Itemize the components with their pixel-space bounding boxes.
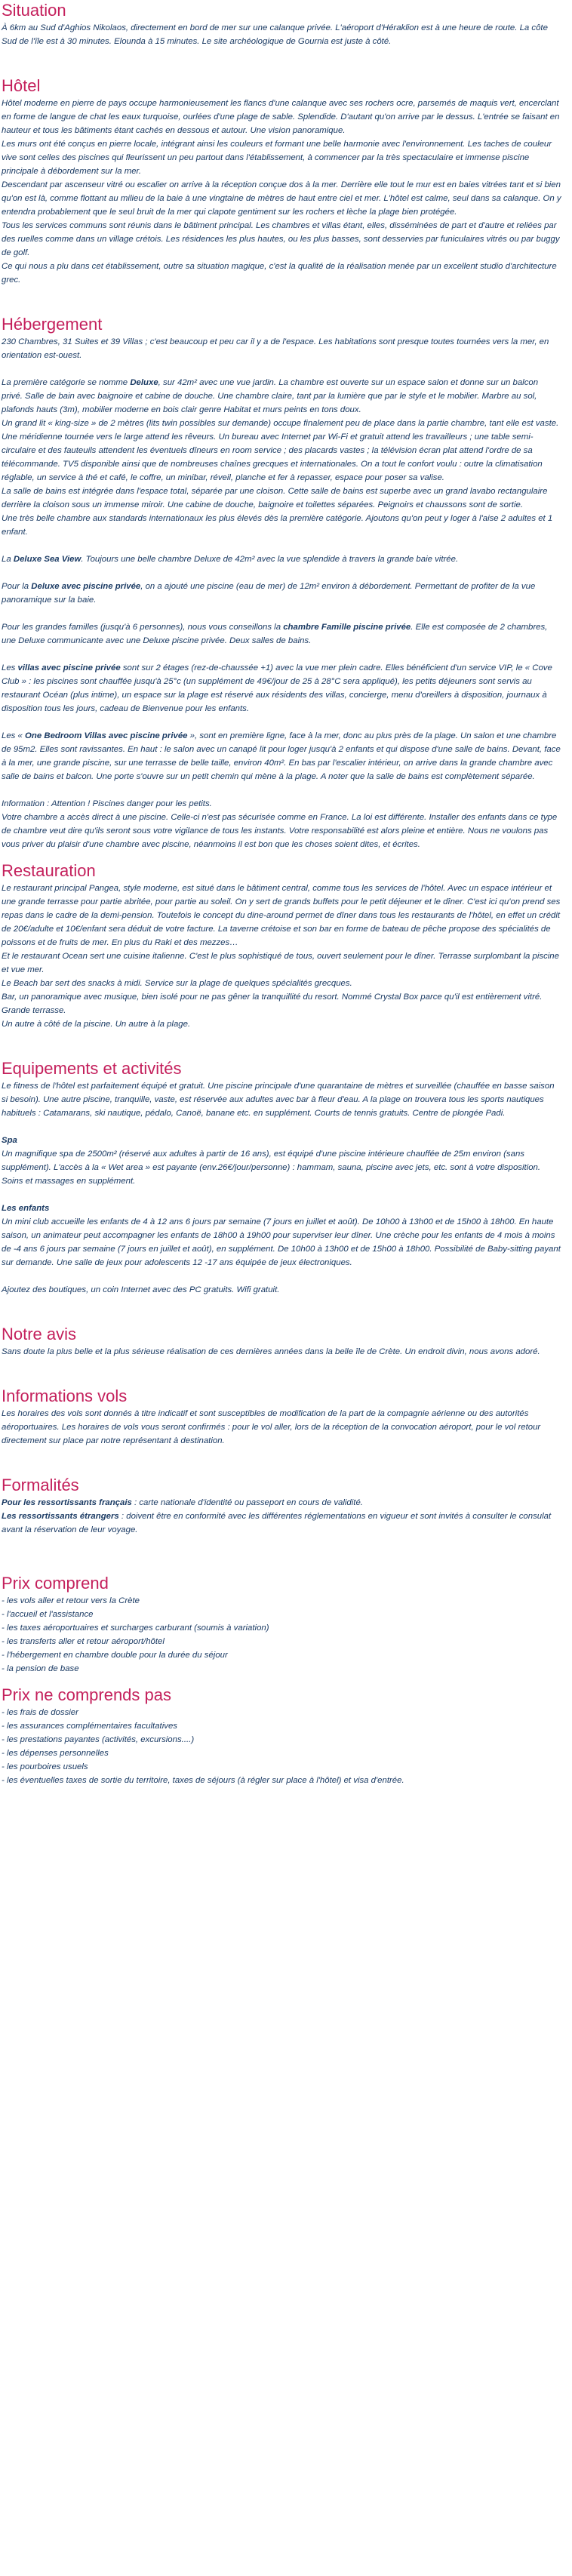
spa-text: Un magnifique spa de 2500m² (réservé aux adultes à partir de 16 ans), est équipé d'une piscine intérieure chauffée de 25m environ (sans supplément). L'accès à la « Wet area » est payante (env.26€/jour/personne) : hammam, sauna, piscine avec jets, etc. sont à votre disposition. Soins et massages en supplément. (2, 1150, 541, 1186)
formalites-line (2, 1496, 561, 1510)
section-title-equipements: Equipements et activités (2, 1059, 182, 1078)
list-item: - les frais de dossier (2, 1708, 78, 1717)
section-title-hebergement: Hébergement (2, 315, 103, 334)
one-bedroom-villa-name: One Bedroom Villas avec piscine privée (25, 731, 188, 740)
section-title-restauration: Restauration (2, 861, 96, 880)
one-bedroom-villa-description (2, 729, 561, 783)
family-room-text: . Elle est composée de 2 chambres, une Deluxe communicante avec une Deluxe piscine privée. Deux salles de bains. (2, 623, 548, 645)
villas-name: villas avec piscine privée (17, 663, 121, 672)
vols-text: Les horaires des vols sont donnés à titre indicatif et sont susceptibles de modification de la part de la compagnie aérienne ou des autorités aéroportuaires. Les horaires de vols vous seront confirmés : pour le vol aller, lors de la réception de la convocation aéroport, pour le vol retour directement sur place par notre représentant à destination. (2, 1409, 541, 1445)
list-item: - les taxes aéroportuaires et surcharges carburant (soumis à variation) (2, 1623, 269, 1633)
deluxe-description (2, 376, 561, 417)
list-item: - les assurances complémentaires facultatives (2, 1722, 177, 1731)
section-title-situation: Situation (2, 1, 66, 20)
hotel-paragraph: Descendant par ascenseur vitré ou escalier on arrive à la réception conçue dos à la mer. Derrière elle tout le mur est en baies vitrées tant et si bien qu'on est là, comme flottant au milieu de la baie à une vingtaine de mètres de haut entre ciel et mer. L'hôtel est calme, seul dans sa calanque. On y entendra probablement que le seul bruit de la mer qui clapote gentiment sur les rochers et lèche la plage bien protégée. (2, 180, 561, 217)
hotel-paragraph: Hôtel moderne en pierre de pays occupe harmonieusement les flancs d'une calanque avec ses rochers ocre, parsemés de maquis vert, encerclant en forme de langue de chat les eaux turquoise, ourlées d'une plage de sable. Splendide. D'autant qu'on arrive par le dessus. L'entrée se faisant en hauteur et tous les bâtiments étant cachés en dessous et autour. Une vision panoramique. (2, 99, 560, 135)
section-title-prix-comprend: Prix comprend (2, 1574, 109, 1593)
list-item: - les vols aller et retour vers la Crète (2, 1596, 140, 1605)
villas-text: sont sur 2 étages (rez-de-chaussée +1) avec la vue mer plein cadre. Elles bénéficient d'un service VIP, le « Cove Club » : les piscines sont chauffée jusqu'à 25°c (un supplément de 49€/jour de 25 à 28°C sera appliqué), les petits déjeuners sont servis au restaurant Océan (plus intime), un espace sur la plage est réservé aux résidents des villas, concierge, menu d'oreillers à disposition, journaux à disposition tous les jours, cadeau de Bienvenue pour les enfants. (2, 663, 552, 713)
deluxe-paragraph: Un grand lit « king-size » de 2 mètres (lits twin possibles sur demande) occupe finalement peu de place dans la partie chambre, tant elle est vaste. Une méridienne tournée vers le large attend les rêveurs. Un bureau avec Internet par Wi-Fi et gratuit attend les travailleurs ; une table semi-circulaire et des fauteuils attendent les éventuels dîneurs en room service ; des placards vastes ; la télévision écran plat attend l'ordre de sa télécommande. TV5 disponible ainsi que de nombreuses chaînes grecques et internationales. On a tout le confort voulu : outre la climatisation réglable, un service à thé et café, le coffre, un minibar, réveil, planche et fer à repasser, espace pour poser sa valise. (2, 419, 559, 482)
spa-title (2, 1134, 561, 1147)
deluxe-text: La première catégorie se nomme (2, 378, 131, 387)
hotel-paragraph: Ce qui nous a plu dans cet établissement, outre sa situation magique, c'est la qualité de la réalisation menée par un excellent studio d'architecture grec. (2, 262, 557, 285)
villas-text: Les (2, 663, 18, 672)
kids-text: Un mini club accueille les enfants de 4 à 12 ans 6 jours par semaine (7 jours en juillet et août). De 10h00 à 13h00 et de 15h00 à 18h00. En haute saison, un animateur peut accompagner les enfants de 18h00 à 19h00 pour superviser leur dîner. Une crèche pour les enfants de 4 mois à moins de -4 ans 6 jours par semaine (7 jours en juillet et août), en supplément. De 10h00 à 13h00 et de 15h00 à 18h00. Possibilité de Baby-sitting payant sur demande. Une salle de jeux pour adolescents 12 -17 ans équipée de jeux électroniques. (2, 1217, 561, 1267)
list-item: - les transferts aller et retour aéroport/hôtel (2, 1637, 165, 1646)
hotel-paragraph: Les murs ont été conçus en pierre locale, intégrant ainsi les couleurs et formant une belle harmonie avec l'environnement. Les taches de couleur vive sont celles des piscines qui fleurissent un peu partout dans l'établissement, à commencer par la très spectaculaire et immense piscine principale à débordement sur la mer. (2, 140, 552, 176)
formalites-label: Pour les ressortissants français (2, 1498, 132, 1507)
seaview-description (2, 552, 561, 566)
seaview-text: . Toujours une belle chambre Deluxe de 42m² avec la vue splendide à travers la grande baie vitrée. (81, 555, 459, 564)
list-item: - la pension de base (2, 1664, 79, 1673)
one-bedroom-villa-text: », sont en première ligne, face à la mer, donc au plus près de la plage. Un salon et une chambre de 95m2. Elles sont ravissantes. En haut : le salon avec un canapé lit pour loger jusqu'à 2 enfants et qui dispose d'une salle de bains. Devant, face à la mer, une grande piscine, sur une terrasse de belle taille, environ 40m². En bas par l'escalier intérieur, on arrive dans la grande chambre avec salle de bains et balcon. Une porte s'ouvre sur un petit chemin qui mène à la plage. A noter que la salle de bains est complètement séparée. (2, 731, 561, 781)
section-title-hotel: Hôtel (2, 76, 41, 95)
pool-room-name: Deluxe avec piscine privée (31, 582, 141, 591)
pool-room-text: Pour la (2, 582, 32, 591)
formalites-text: : carte nationale d'identité ou passeport en cours de validité. (131, 1498, 363, 1507)
list-item: - les pourboires usuels (2, 1762, 88, 1771)
list-item: - les éventuelles taxes de sortie du territoire, taxes de séjours (à régler sur place à l'hôtel) et visa d'entrée. (2, 1776, 404, 1785)
restauration-paragraph: Un autre à côté de la piscine. Un autre à la plage. (2, 1020, 191, 1029)
pool-room-description (2, 580, 561, 607)
family-room-text: Pour les grandes familles (jusqu'à 6 personnes), nous vous conseillons la (2, 623, 284, 632)
family-room-description (2, 620, 561, 648)
list-item: - les dépenses personnelles (2, 1749, 109, 1758)
pool-warning-text: Votre chambre a accès direct à une piscine. Celle-ci n'est pas sécurisée comme en France. La loi est différente. Installer des enfants dans ce type de chambre veut dire qu'ils seront sous votre vigilance de tous les instants. Votre responsabilité est alors pleine et entière. Nous ne voulons pas vous priver du plaisir d'une chambre avec piscine, néanmoins il est bon que les choses soient dites, et écrites. (2, 813, 558, 849)
hotel-paragraph: Tous les services communs sont réunis dans le bâtiment principal. Les chambres et villas étant, elles, disséminées de part et d'autre et reliées par des ruelles comme dans un village crétois. Les résidences les plus hautes, ou les plus basses, sont desservies par funiculaires vitrés ou par buggy de golf. (2, 221, 560, 257)
formalites-line (2, 1510, 561, 1537)
deluxe-name: Deluxe (130, 378, 158, 387)
seaview-name: Deluxe Sea View (13, 555, 81, 564)
villas-description (2, 661, 561, 716)
section-title-vols: Informations vols (2, 1386, 128, 1405)
equipements-outro: Ajoutez des boutiques, un coin Internet avec des PC gratuits. Wifi gratuit. (2, 1285, 280, 1294)
list-item: - l'hébergement en chambre double pour la durée du séjour (2, 1651, 228, 1660)
situation-text: À 6km au Sud d'Aghios Nikolaos, directement en bord de mer sur une calanque privée. L'aéroport d'Héraklion est à une heure de route. La côte Sud de l'île est à 30 minutes. Elounda à 15 minutes. Le site archéologique de Gournia est juste à côté. (2, 23, 548, 46)
hebergement-intro: 230 Chambres, 31 Suites et 39 Villas ; c'est beaucoup et peu car il y a de l'espace. Les habitations sont presque toutes tournées vers la mer, en orientation est-ouest. (2, 337, 549, 360)
seaview-text: La (2, 555, 14, 564)
kids-title (2, 1202, 561, 1215)
notre-avis-text: Sans doute la plus belle et la plus sérieuse réalisation de ces dernières années dans la belle île de Crète. Un endroit divin, nous avons adoré. (2, 1347, 540, 1356)
pool-warning-title: Information : Attention ! Piscines danger pour les petits. (2, 799, 212, 808)
list-item: - les prestations payantes (activités, excursions....) (2, 1735, 195, 1744)
restauration-paragraph: Le Beach bar sert des snacks à midi. Service sur la plage de quelques spécialités grecques. (2, 979, 352, 988)
pool-room-text: , on a ajouté une piscine (eau de mer) de 12m² environ à débordement. Permettant de profiter de la vue panoramique sur la baie. (2, 582, 536, 605)
section-title-prix-ne-comprend: Prix ne comprends pas (2, 1685, 171, 1704)
deluxe-paragraph: Une très belle chambre aux standards internationaux les plus élevés dès la première catégorie. Ajoutons qu'on peut y loger à l'aise 2 adultes et 1 enfant. (2, 514, 553, 537)
list-item: - l'accueil et l'assistance (2, 1610, 94, 1619)
restauration-paragraph: Et le restaurant Ocean sert une cuisine italienne. C'est le plus sophistiqué de tous, ouvert seulement pour le dîner. Terrasse surplombant la piscine et vue mer. (2, 952, 559, 974)
deluxe-paragraph: La salle de bains est intégrée dans l'espace total, séparée par une cloison. Cette salle de bains est superbe avec un grand lavabo rectangulaire derrière la cloison sous un immense miroir. Une cabine de douche, baignoire et toilettes séparées. Peignoirs et chaussons sont de sortie. (2, 487, 548, 509)
restauration-paragraph: Bar, un panoramique avec musique, bien isolé pour ne pas gêner la tranquillité du resort. Nommé Crystal Box parce qu'il est entièrement vitré. Grande terrasse. (2, 993, 543, 1015)
family-room-name: chambre Famille piscine privée (283, 623, 411, 632)
formalites-label: Les ressortissants étrangers (2, 1512, 119, 1521)
deluxe-text: , sur 42m² avec une vue jardin. La chambre est ouverte sur un espace salon et donne sur un balcon privé. Salle de bain avec baignoire et cabine de douche. Une chambre claire, tant par la lumière que par le style et le mobilier. Marbre au sol, plafonds hauts (3m), mobilier moderne en bois clair genre Habitat et murs peints en tons doux. (2, 378, 539, 414)
section-title-notre-avis: Notre avis (2, 1325, 77, 1343)
equipements-intro: Le fitness de l'hôtel est parfaitement équipé et gratuit. Une piscine principale d'une quarantaine de mètres et surveillée (chauffée en basse saison si besoin). Une autre piscine, tranquille, vaste, est réservée aux adultes avec bar à fleur d'eau. A la plage on trouvera tous les sports nautiques habituels : Catamarans, ski nautique, pédalo, Canoë, banane etc. en supplément. Courts de tennis gratuits. Centre de plongée Padi. (2, 1082, 555, 1118)
formalites-text: : doivent être en conformité avec les différentes réglementations en vigueur et sont invités à consulter le consulat avant la réservation de leur voyage. (2, 1512, 552, 1534)
restauration-paragraph: Le restaurant principal Pangea, style moderne, est situé dans le bâtiment central, comme tous les services de l'hôtel. Avec un espace intérieur et une grande terrasse pour partie abritée, pour partie au soleil. On y sert de grands buffets pour le petit déjeuner et le dîner. C'est ici qu'on prend ses repas dans le cadre de la demi-pension. Toutefois le concept du dine-around permet de dîner dans tous les restaurants de l'hôtel, en effet un crédit de 20€/adulte et 10€/enfant sera déduit de votre facture. La taverne crétoise et son bar en forme de bateau de pêche propose des spécialités de poissons et de fruits de mer. En plus du Raki et des mezzes… (2, 884, 561, 947)
prix-ne-comprend-list (2, 1706, 561, 1787)
prix-comprend-list (2, 1594, 561, 1676)
section-title-formalites: Formalités (2, 1476, 79, 1494)
one-bedroom-villa-text: Les « (2, 731, 26, 740)
kids-heading: Les enfants (2, 1204, 50, 1213)
spa-heading: Spa (2, 1136, 17, 1145)
